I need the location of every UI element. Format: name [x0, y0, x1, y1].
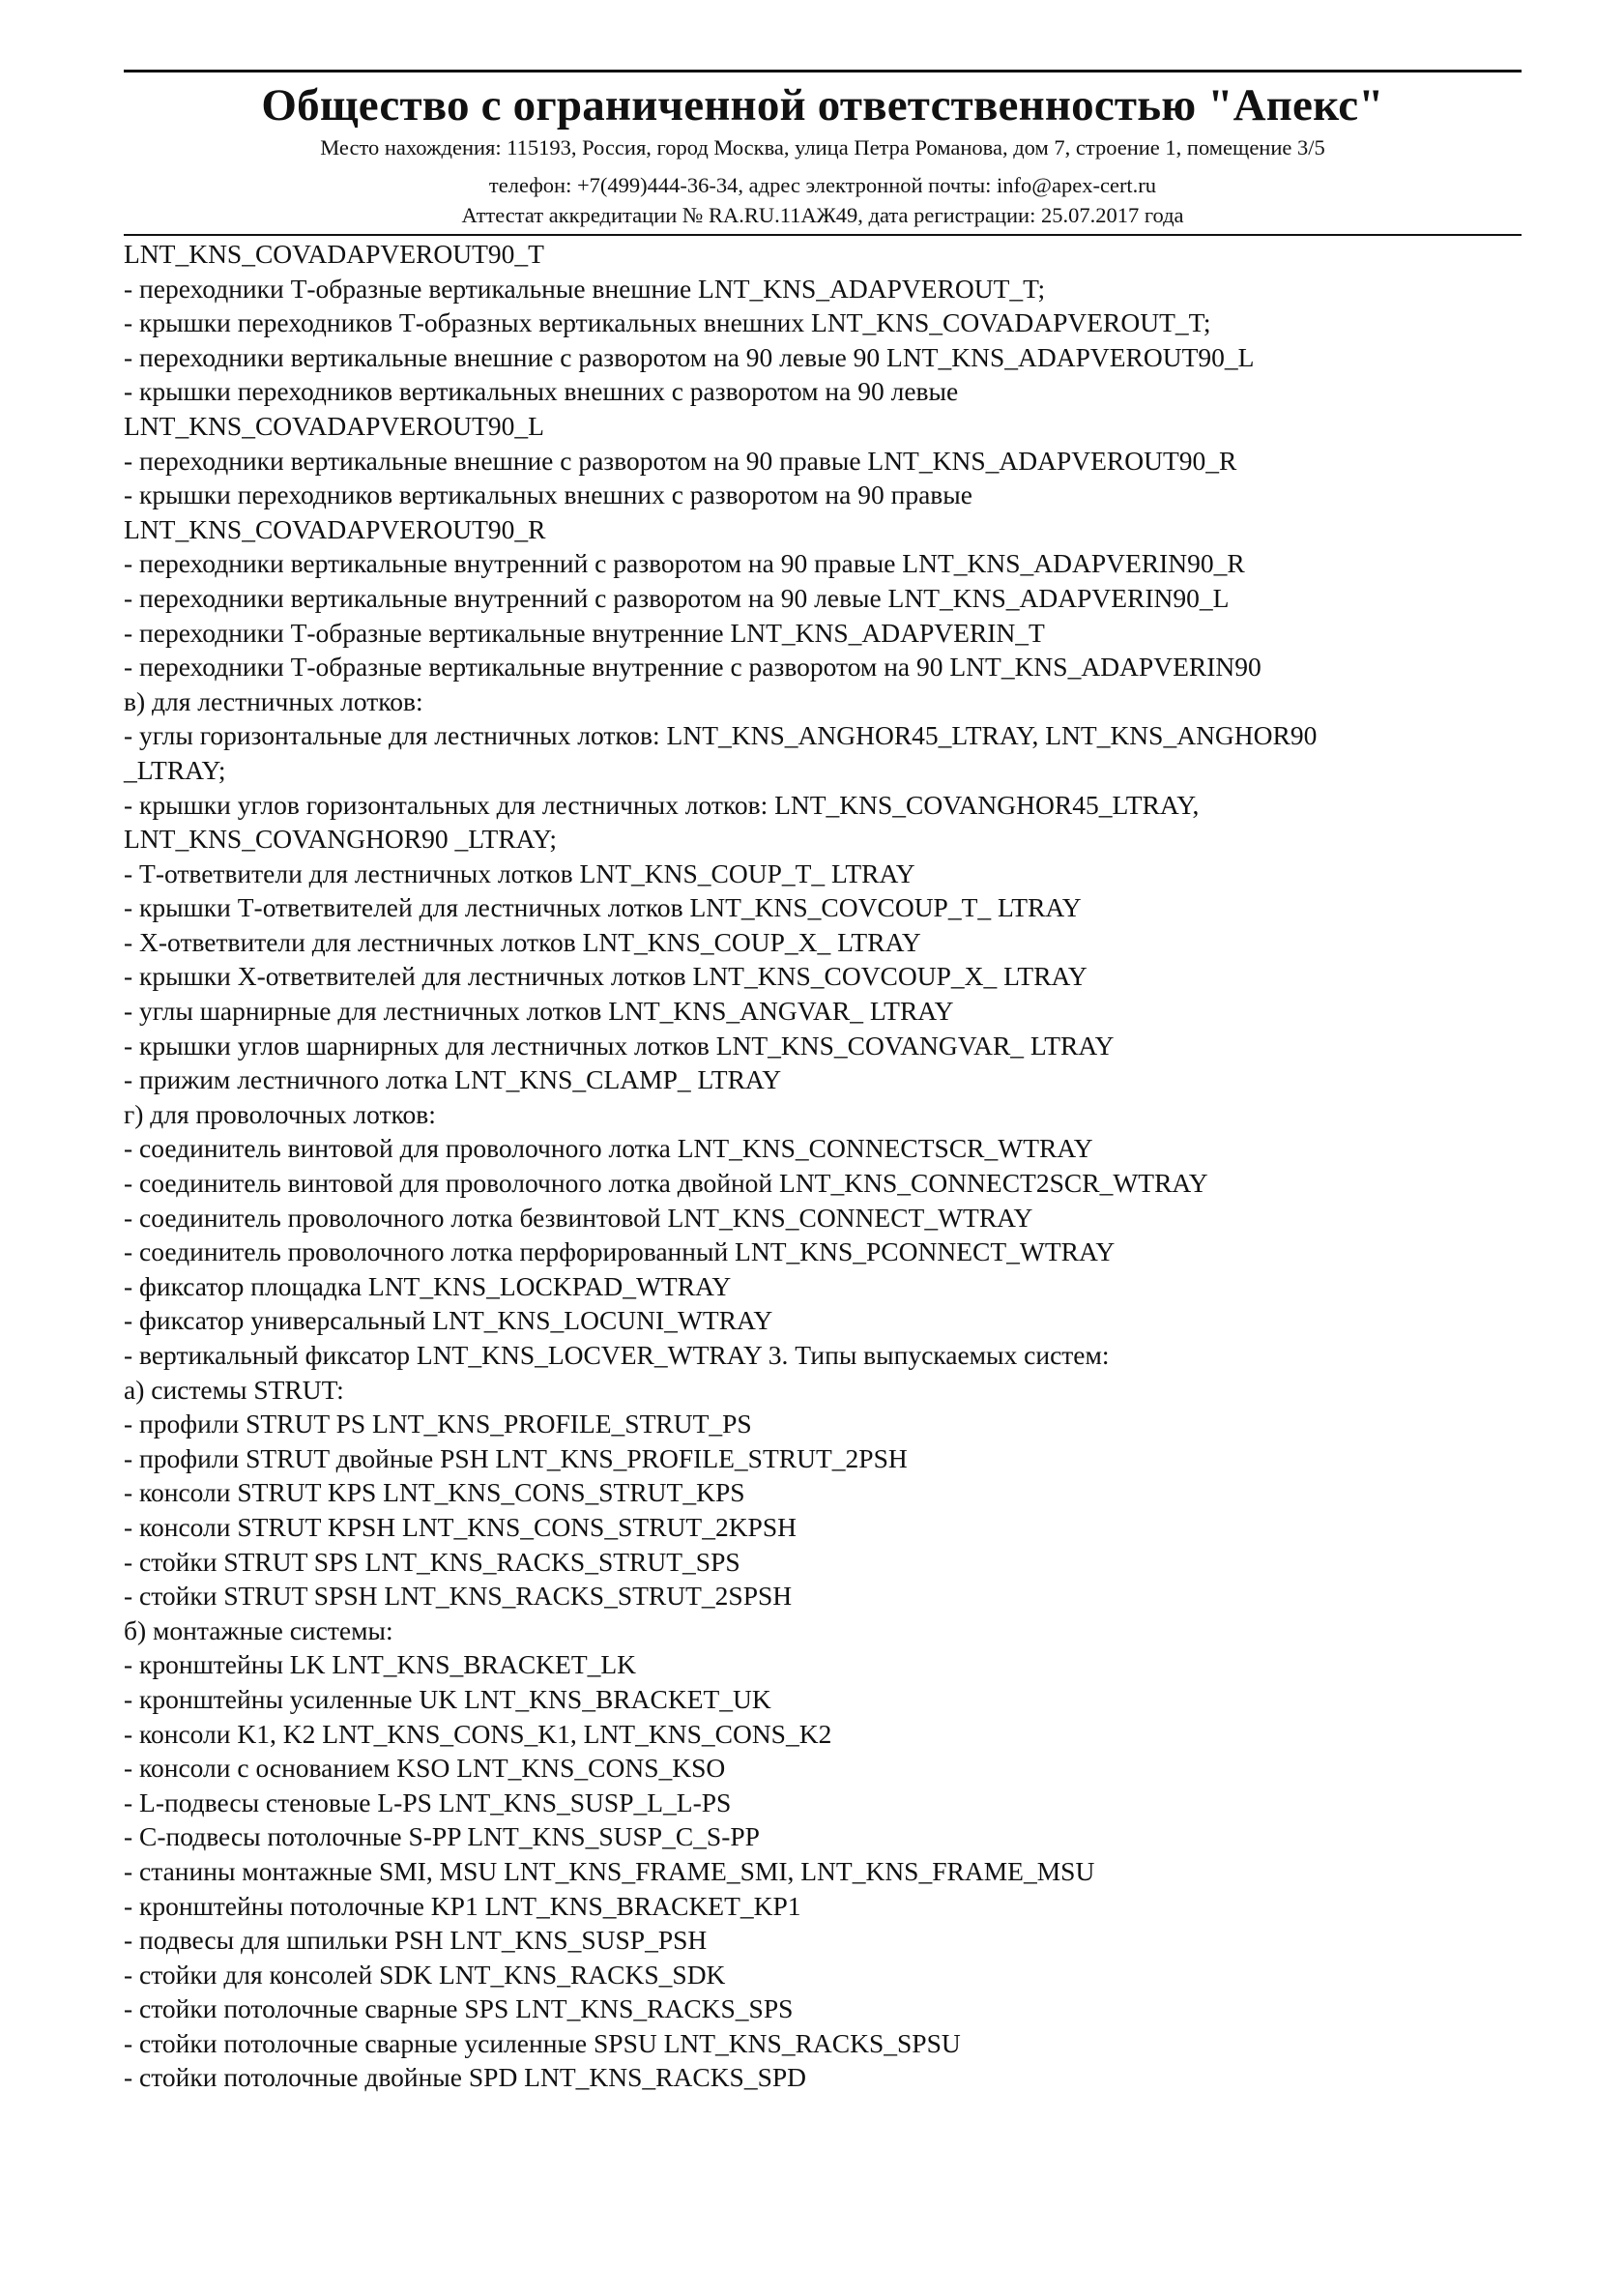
body-line: - переходники Т-образные вертикальные внешние LNT_KNS_ADAPVEROUT_T;	[124, 273, 1046, 304]
body-line: - профили STRUT PS LNT_KNS_PROFILE_STRUT_PS	[124, 1409, 752, 1439]
body-line: а) системы STRUT:	[124, 1374, 344, 1405]
body-line: - профили STRUT двойные PSH LNT_KNS_PROFILE_STRUT_2PSH	[124, 1442, 908, 1473]
body-line: - крышки Х-ответвителей для лестничных лотков LNT_KNS_COVCOUP_X_ LTRAY	[124, 961, 1088, 992]
body-line: LNT_KNS_COVADAPVEROUT90_T	[124, 239, 544, 269]
body-line: - стойки STRUT SPSH LNT_KNS_RACKS_STRUT_2SPSH	[124, 1581, 793, 1612]
body-line: - переходники вертикальные внешние с разворотом на 90 правые LNT_KNS_ADAPVEROUT90_R	[124, 445, 1237, 476]
body-line: г) для проволочных лотков:	[124, 1098, 436, 1129]
accreditation-info: Аттестат аккредитации № RA.RU.11АЖ49, дата регистрации: 25.07.2017 года	[461, 203, 1184, 227]
body-line: - прижим лестничного лотка LNT_KNS_CLAMP_ LTRAY	[124, 1064, 782, 1095]
body-line: - крышки переходников Т-образных вертикальных внешних LNT_KNS_COVADAPVEROUT_T;	[124, 307, 1211, 338]
organization-title: Общество с ограниченной ответственностью "Апекс"	[261, 80, 1384, 131]
body-line: - кронштейны потолочные KP1 LNT_KNS_BRACKET_KP1	[124, 1890, 801, 1921]
body-line: - крышки Т-ответвителей для лестничных лотков LNT_KNS_COVCOUP_T_ LTRAY	[124, 892, 1082, 923]
body-line: - стойки потолочные сварные SPS LNT_KNS_RACKS_SPS	[124, 1993, 794, 2024]
body-line: - консоли STRUT KPSH LNT_KNS_CONS_STRUT_2KPSH	[124, 1511, 797, 1542]
body-line: - углы горизонтальные для лестничных лотков: LNT_KNS_ANGHOR45_LTRAY, LNT_KNS_ANGHOR90	[124, 720, 1318, 751]
body-line: LNT_KNS_COVADAPVEROUT90_R	[124, 513, 546, 544]
body-line: - соединитель винтовой для проволочного лотка LNT_KNS_CONNECTSCR_WTRAY	[124, 1133, 1093, 1164]
body-line: - стойки STRUT SPS LNT_KNS_RACKS_STRUT_SPS	[124, 1546, 740, 1577]
body-line: - С-подвесы потолочные S-PP LNT_KNS_SUSP_C_S-PP	[124, 1821, 760, 1852]
body-line: - L-подвесы стеновые L-PS LNT_KNS_SUSP_L_L-PS	[124, 1787, 732, 1817]
body-line: - переходники вертикальные внутренний с разворотом на 90 правые LNT_KNS_ADAPVERIN90_R	[124, 548, 1245, 579]
body-line: - соединитель проволочного лотка перфорированный LNT_KNS_PCONNECT_WTRAY	[124, 1236, 1116, 1267]
body-line: - крышки переходников вертикальных внешних с разворотом на 90 правые	[124, 480, 972, 510]
body-line: - крышки углов шарнирных для лестничных лотков LNT_KNS_COVANGVAR_ LTRAY	[124, 1030, 1115, 1061]
body-line: - фиксатор площадка LNT_KNS_LOCKPAD_WTRAY	[124, 1270, 732, 1301]
body-line: - Т-ответвители для лестничных лотков LNT_KNS_COUP_T_ LTRAY	[124, 857, 915, 888]
organization-contacts: телефон: +7(499)444-36-34, адрес электронной почты: info@apex-cert.ru	[488, 173, 1157, 197]
body-line: - фиксатор универсальный LNT_KNS_LOCUNI_WTRAY	[124, 1305, 773, 1336]
body-line: - стойки потолочные двойные SPD LNT_KNS_RACKS_SPD	[124, 2062, 807, 2093]
body-line: - крышки переходников вертикальных внешних с разворотом на 90 левые	[124, 376, 959, 407]
body-line: - соединитель винтовой для проволочного лотка двойной LNT_KNS_CONNECT2SCR_WTRAY	[124, 1168, 1208, 1199]
body-line: - станины монтажные SMI, MSU LNT_KNS_FRAME_SMI, LNT_KNS_FRAME_MSU	[124, 1855, 1095, 1886]
header-top-rule	[124, 70, 1522, 73]
body-line: - стойки потолочные сварные усиленные SPSU LNT_KNS_RACKS_SPSU	[124, 2027, 961, 2058]
body-line: - соединитель проволочного лотка безвинтовой LNT_KNS_CONNECT_WTRAY	[124, 1202, 1033, 1233]
body-line: б) монтажные системы:	[124, 1614, 393, 1645]
body-line: - консоли с основанием KSO LNT_KNS_CONS_KSO	[124, 1753, 726, 1784]
body-line: _LTRAY;	[124, 754, 226, 785]
body-line: - углы шарнирные для лестничных лотков LNT_KNS_ANGVAR_ LTRAY	[124, 996, 954, 1027]
body-line: - переходники Т-образные вертикальные внутренние с разворотом на 90 LNT_KNS_ADAPVERIN90	[124, 652, 1262, 683]
body-line: - подвесы для шпильки PSH LNT_KNS_SUSP_PSH	[124, 1925, 708, 1956]
organization-address: Место нахождения: 115193, Россия, город Москва, улица Петра Романова, дом 7, строение 1, помещение 3/5	[320, 135, 1325, 160]
document-body	[124, 237, 1522, 2095]
body-line: в) для лестничных лотков:	[124, 685, 423, 716]
header-bottom-rule	[124, 234, 1522, 236]
body-line: - кронштейны усиленные UK LNT_KNS_BRACKET_UK	[124, 1683, 771, 1714]
body-line: - переходники вертикальные внутренний с разворотом на 90 левые LNT_KNS_ADAPVERIN90_L	[124, 582, 1230, 613]
body-line: LNT_KNS_COVANGHOR90 _LTRAY;	[124, 824, 557, 855]
body-line: - крышки углов горизонтальных для лестничных лотков: LNT_KNS_COVANGHOR45_LTRAY,	[124, 789, 1200, 820]
body-line: - переходники Т-образные вертикальные внутренние LNT_KNS_ADAPVERIN_T	[124, 617, 1045, 648]
body-line: - стойки для консолей SDK LNT_KNS_RACKS_SDK	[124, 1959, 726, 1990]
body-line: - вертикальный фиксатор LNT_KNS_LOCVER_WTRAY 3. Типы выпускаемых систем:	[124, 1340, 1110, 1370]
body-line: LNT_KNS_COVADAPVEROUT90_L	[124, 410, 544, 441]
body-line: - переходники вертикальные внешние с разворотом на 90 левые 90 LNT_KNS_ADAPVEROUT90_L	[124, 341, 1255, 372]
body-line: - консоли K1, K2 LNT_KNS_CONS_K1, LNT_KNS_CONS_K2	[124, 1718, 832, 1749]
body-line: - кронштейны LK LNT_KNS_BRACKET_LK	[124, 1649, 637, 1680]
body-line: - консоли STRUT KPS LNT_KNS_CONS_STRUT_KPS	[124, 1477, 745, 1508]
body-line: - Х-ответвители для лестничных лотков LNT_KNS_COUP_X_ LTRAY	[124, 926, 921, 957]
